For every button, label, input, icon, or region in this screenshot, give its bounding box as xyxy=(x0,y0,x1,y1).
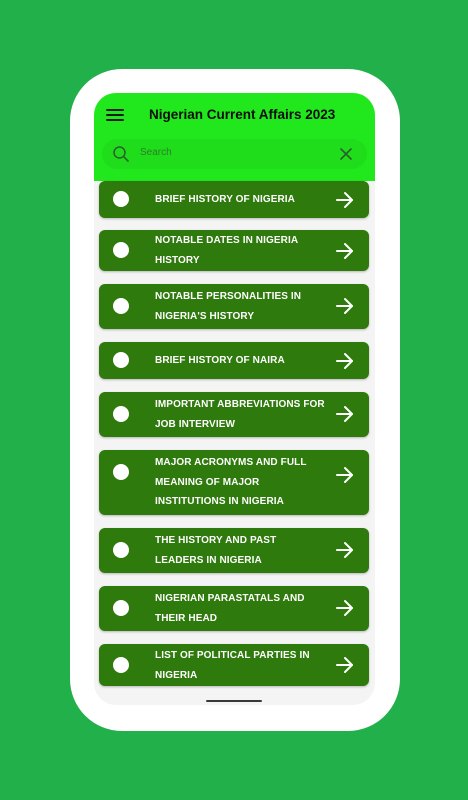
bullet-icon xyxy=(113,600,129,616)
list-item-label: NIGERIAN PARASTATALS AND THEIR HEAD xyxy=(155,593,305,624)
arrow-right-icon xyxy=(335,296,355,316)
list-item-label: BRIEF HISTORY OF NIGERIA xyxy=(155,194,296,205)
menu-icon[interactable] xyxy=(106,107,124,123)
search-icon xyxy=(112,145,130,163)
bullet-icon xyxy=(113,657,129,673)
bullet-icon xyxy=(113,242,129,258)
search-input[interactable]: Search xyxy=(140,147,172,158)
list-item-label: LIST OF POLITICAL PARTIES IN NIGERIA xyxy=(155,650,310,681)
bullet-icon xyxy=(113,191,129,207)
list-item[interactable] xyxy=(99,586,369,631)
list-item-label: NOTABLE DATES IN NIGERIA HISTORY xyxy=(155,235,298,266)
list-item[interactable] xyxy=(99,644,369,686)
list-item[interactable] xyxy=(99,528,369,573)
bullet-icon xyxy=(113,352,129,368)
search-bar[interactable] xyxy=(102,139,367,169)
arrow-right-icon xyxy=(335,190,355,210)
arrow-right-icon xyxy=(335,655,355,675)
list-item[interactable] xyxy=(99,230,369,271)
bullet-icon xyxy=(113,542,129,558)
arrow-right-icon xyxy=(335,241,355,261)
list-item-label: THE HISTORY AND PAST LEADERS IN NIGERIA xyxy=(155,535,277,566)
arrow-right-icon xyxy=(335,598,355,618)
arrow-right-icon xyxy=(335,540,355,560)
close-icon[interactable] xyxy=(339,147,353,161)
list-item-label: BRIEF HISTORY OF NAIRA xyxy=(155,355,285,366)
app-screen xyxy=(94,93,375,705)
app-title: Nigerian Current Affairs 2023 xyxy=(149,107,336,122)
list-item[interactable] xyxy=(99,392,369,437)
arrow-right-icon xyxy=(335,465,355,485)
list-item-label: MAJOR ACRONYMS AND FULL MEANING OF MAJOR INSTITUTIONS IN NIGERIA xyxy=(155,457,307,507)
app-header xyxy=(94,93,375,181)
arrow-right-icon xyxy=(335,351,355,371)
bullet-icon xyxy=(113,298,129,314)
list-item[interactable] xyxy=(99,342,369,379)
bullet-icon xyxy=(113,464,129,480)
list-item-label: NOTABLE PERSONALITIES IN NIGERIA'S HISTORY xyxy=(155,291,302,322)
arrow-right-icon xyxy=(335,404,355,424)
list-item[interactable] xyxy=(99,181,369,218)
bullet-icon xyxy=(113,406,129,422)
list-item[interactable] xyxy=(99,284,369,329)
home-indicator[interactable] xyxy=(206,700,262,702)
list-item[interactable] xyxy=(99,450,369,515)
list-item-label: IMPORTANT ABBREVIATIONS FOR JOB INTERVIEW xyxy=(155,399,325,430)
